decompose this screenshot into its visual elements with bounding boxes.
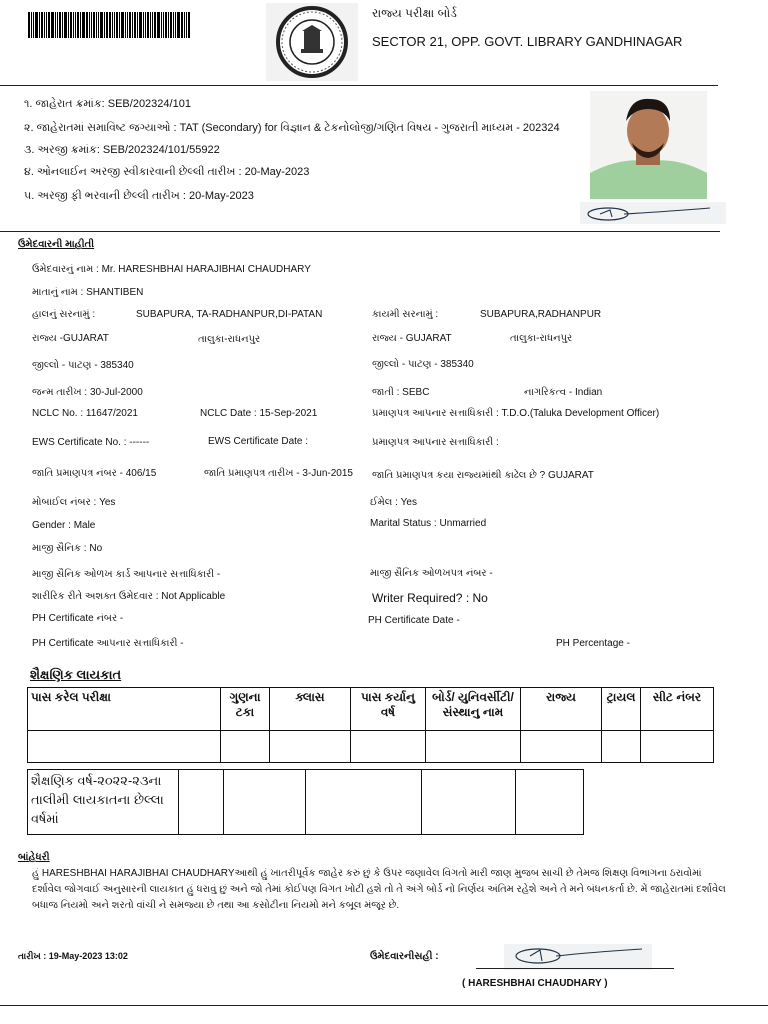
header-exam: પાસ કરેલ પરીક્ષા [28,688,221,731]
caste: જાતી : SEBC [372,387,430,398]
board-seal-logo [266,3,358,81]
state-right: રાજ્ય - GUJARAT [372,333,452,344]
nclc-number: NCLC No. : 11647/2021 [32,408,138,419]
ex-serviceman: માજી સૈનિક : No [32,543,103,554]
signature-label: ઉમેદવારનીસહી : [370,951,439,962]
footer-divider [0,1005,768,1006]
cell-empty [521,730,602,762]
header-divider [0,85,718,86]
cell-empty [602,730,641,762]
declaration-title: બાંહેધરી [18,852,50,863]
candidate-name: ઉમેદવારનું નામ : Mr. HARESHBHAI HARAJIBHAI CHAUDHARY [32,264,311,275]
caste-certificate-state: જાતિ પ્રમાણપત્ર કયા રાજ્યમાંથી કાઢેલ છે ? GUJARAT [372,470,594,481]
certificate-authority: પ્રમાણપત્ર આપનાર સત્તાધિકારી : T.D.O.(Taluka Development Officer) [372,408,660,419]
district-left: જીલ્લો - પાટણ - 385340 [32,360,134,371]
current-address-label: હાલનું સરનામું : [32,309,96,320]
cell-empty [28,730,221,762]
candidate-name-footer: ( HARESHBHAI CHAUDHARY ) [462,978,608,989]
board-address: SECTOR 21, OPP. GOVT. LIBRARY GANDHINAGAR [372,34,683,49]
education-section-title: શૈક્ષણિક લાયકાત [30,667,122,682]
cell-empty [422,770,516,835]
header-seat-number: સીટ નંબર [641,688,714,731]
advt-number: ૧. જાહેરાત ક્રમાંક: SEB/202324/101 [24,98,191,110]
nclc-date: NCLC Date : 15-Sep-2021 [200,408,318,419]
ex-serviceman-card-number: માજી સૈનિક ઓળખપત્ર નંબર - [370,568,493,579]
header-state: રાજ્ય [521,688,602,731]
caste-certificate-date: જાતિ પ્રમાણપત્ર તારીખ - 3-Jun-2015 [204,468,353,479]
mother-name: માતાનું નામ : SHANTIBEN [32,287,144,298]
gender: Gender : Male [32,520,96,531]
cell-empty [270,730,351,762]
cell-empty [426,730,521,762]
cell-empty [221,730,270,762]
candidate-signature [504,944,652,970]
cell-empty [351,730,426,762]
district-right: જીલ્લો - પાટણ - 385340 [372,359,474,370]
education-table [27,687,714,763]
current-address-value: SUBAPURA, TA-RADHANPUR,DI-PATAN [136,309,323,320]
table-row [28,770,584,835]
info-divider [0,231,720,232]
photo-signature [580,202,726,224]
date-of-birth: જન્મ તારીખ : 30-Jul-2000 [32,387,143,398]
cell-empty [516,770,584,835]
board-name: રાજ્ય પરીક્ષા બોર્ડ [372,6,457,20]
declaration-text: હું HARESHBHAI HARAJIBHAI CHAUDHARYઆથી હું ખાતરીપૂર્વક જાહેર કરું છું કે ઉપર જણાવેલ વિગતો મારી જાણ મુજબ સાચી છે તેમજ શિક્ષણ વિભાગના ઠરાવોમાં દર્શાવેલ જોગવાઈ અનુસારની લાયકાત હું ધરાવું છું અને જો તેમાં કોઈપણ વિગત ખોટી હશે તો તે અંગે બોર્ડ નો નિર્ણય અંતિમ રહેશે અને તે મને બંધનકર્તા છે. મેં જાહેરાતમાં દર્શાવેલ બધાજ નિયમો અને શરતો વાંચી ને સમજ્યા છે તથા આ કસોટીના નિયમો મને કબૂલ મંજૂર છે. [32,868,726,911]
fee-last-date: ૫. અરજી ફી ભરવાની છેલ્લી તારીખ : 20-May-2023 [24,190,254,202]
table-row [28,688,714,731]
header-pass-year: પાસ કર્યાનુ વર્ષ [351,688,426,731]
cell-empty [178,770,223,835]
mobile: મોબાઈલ નંબર : Yes [32,497,116,508]
header-percentage: ગુણના ટકા [221,688,270,731]
header-class: ક્લાસ [270,688,351,731]
candidate-photo [590,91,707,199]
email: ઈમેલ : Yes [370,497,417,508]
ph-percentage: PH Percentage - [556,638,630,649]
writer-required: Writer Required? : No [372,591,488,605]
ph-certificate-number: PH Certificate નંબર - [32,613,124,624]
cell-empty [224,770,306,835]
barcode [28,12,242,38]
cell-empty [641,730,714,762]
header-trial: ટ્રાયલ [602,688,641,731]
permanent-address-label: કાયમી સરનામું : [372,309,439,320]
nationality: નાગરિકત્વ - Indian [524,387,603,398]
table-row [28,730,714,762]
ph-certificate-authority: PH Certificate આપનાર સત્તાધિકારી - [32,638,184,649]
ews-certificate-authority: પ્રમાણપત્ર આપનાર સત્તાધિકારી : [372,437,499,448]
application-number: ૩. અરજી ક્રમાંક: SEB/202324/101/55922 [24,144,220,156]
header-board: બોર્ડ/ યુનિવર્સીટી/ સંસ્થાનુ નામ [426,688,521,731]
marital-status: Marital Status : Unmarried [370,518,487,529]
print-date: તારીખ : 19-May-2023 13:02 [18,951,128,961]
signature-line [476,968,674,969]
taluka-right: તાલુકા-રાધનપુર [510,333,573,344]
state-left: રાજ્ય -GUJARAT [32,333,109,344]
training-qualification-label: શૈક્ષણિક વર્ષ-૨૦૨૨-૨૩ના તાલીમી લાયકાતના છેલ્લા વર્ષમાં [28,770,179,835]
ews-certificate-date: EWS Certificate Date : [208,436,309,447]
ews-certificate-number: EWS Certificate No. : ------ [32,437,150,448]
cell-empty [305,770,421,835]
caste-certificate-number: જાતિ પ્રમાણપત્ર નંબર - 406/15 [32,468,157,479]
online-last-date: ૪. ઓનલાઈન અરજી સ્વીકારવાની છેલ્લી તારીખ : 20-May-2023 [24,166,310,178]
training-qualification-table [27,769,584,835]
physically-disabled: શારીરિક રીતે અશક્ત ઉમેદવાર : Not Applicable [32,591,226,602]
taluka-left: તાલુકા-રાધનપુર [198,334,261,345]
ex-serviceman-card-authority: માજી સૈનિક ઓળખ કાર્ડ આપનાર સત્તાધિકારી - [32,569,221,580]
posts-included: ૨. જાહેરાતમાં સમાવિષ્ટ જગ્યાઓ : TAT (Secondary) for વિજ્ઞાન & ટેકનોલોજી/ગણિત વિષય - ગુજરાતી માધ્યમ - 202324 [24,122,560,134]
candidate-section-title: ઉમેદવારની માહીતી [18,239,95,250]
ph-certificate-date: PH Certificate Date - [368,615,460,626]
permanent-address-value: SUBAPURA,RADHANPUR [480,309,602,320]
